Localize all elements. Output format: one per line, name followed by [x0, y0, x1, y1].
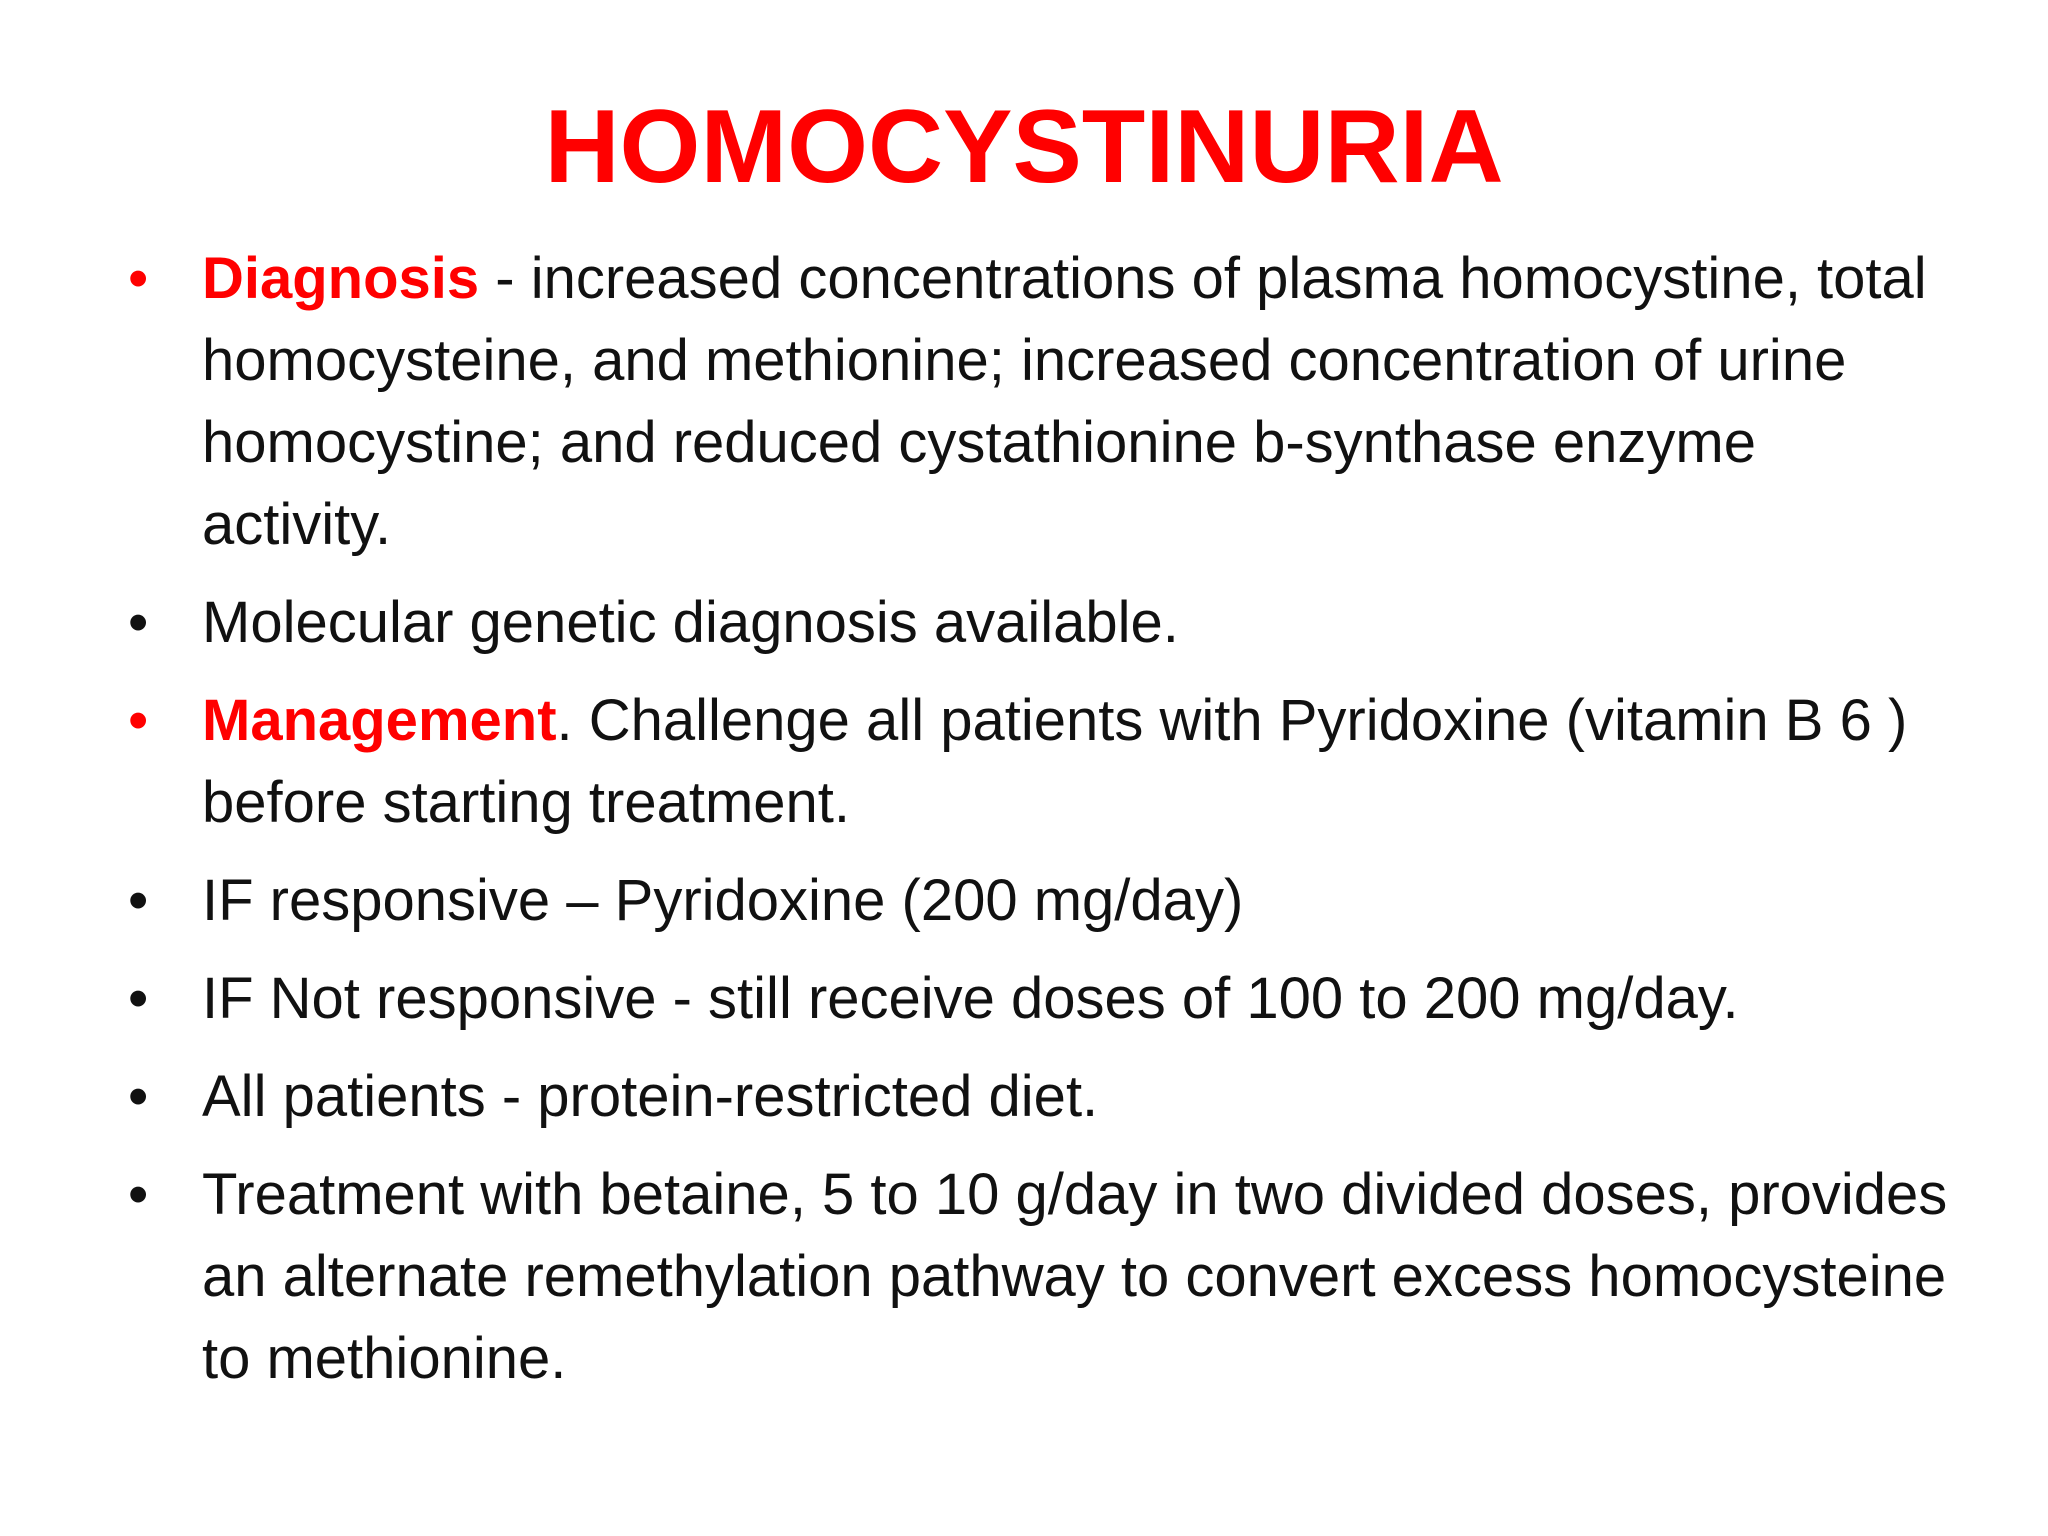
bullet-text-management: . Challenge all patients with Pyridoxine (vitamin B 6 ) before starting treatment. [202, 688, 1908, 835]
bullet-diagnosis [118, 238, 1958, 566]
bullet-dot-red-icon: • [128, 688, 149, 753]
bullet-management [118, 680, 1958, 844]
bullet-list [118, 238, 1958, 1416]
bullet-dot-red-icon: • [128, 246, 149, 311]
bullet-lead-diagnosis: Diagnosis [202, 246, 480, 311]
bullet-dot-icon: • [128, 590, 149, 655]
bullet-dot-icon: • [128, 868, 149, 933]
bullet-text-if-not-responsive: IF Not responsive - still receive doses of 100 to 200 mg/day. [202, 966, 1739, 1031]
slide-title: HOMOCYSTINURIA [544, 89, 1504, 205]
bullet-dot-icon: • [128, 966, 149, 1031]
bullet-text-molecular-diagnosis: Molecular genetic diagnosis available. [202, 590, 1179, 655]
bullet-text-if-responsive: IF responsive – Pyridoxine (200 mg/day) [202, 868, 1244, 933]
bullet-dot-icon: • [128, 1064, 149, 1129]
bullet-text-betaine-treatment: Treatment with betaine, 5 to 10 g/day in two divided doses, provides an alternate remethylation pathway to convert excess homocysteine to methionine. [202, 1162, 1948, 1391]
bullet-dot-icon: • [128, 1162, 149, 1227]
bullet-molecular-diagnosis [118, 582, 1958, 664]
bullet-betaine-treatment [118, 1154, 1958, 1400]
bullet-text-diagnosis: - increased concentrations of plasma homocystine, total homocysteine, and methionine; increased concentration of urine homocystine; and reduced cystathionine b-synthase enzyme activity. [202, 246, 1927, 557]
bullet-all-patients [118, 1056, 1958, 1138]
bullet-text-all-patients: All patients - protein-restricted diet. [202, 1064, 1099, 1129]
bullet-if-not-responsive [118, 958, 1958, 1040]
bullet-if-responsive [118, 860, 1958, 942]
bullet-lead-management: Management [202, 688, 557, 753]
